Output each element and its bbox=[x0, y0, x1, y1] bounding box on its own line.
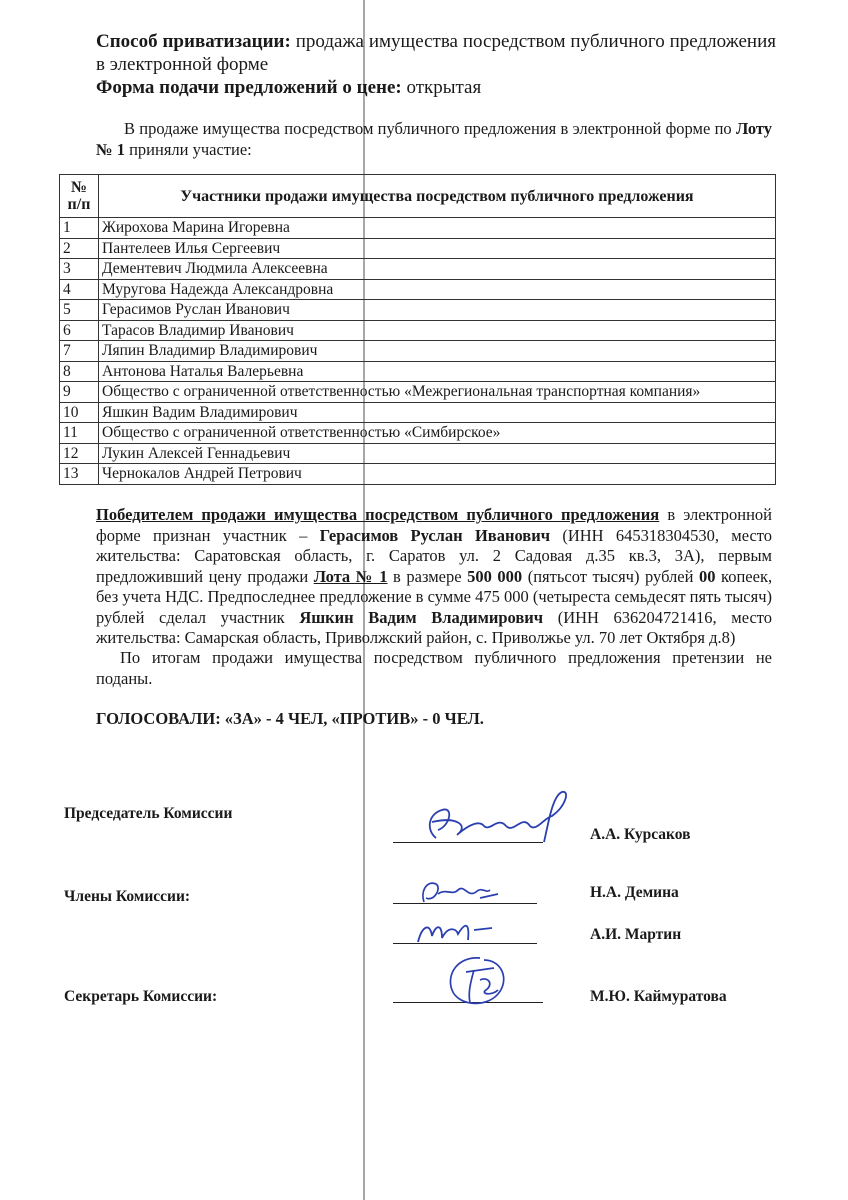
winner-paragraph bbox=[96, 505, 772, 649]
table-row bbox=[60, 423, 776, 444]
participant-name: Муругова Надежда Александровна bbox=[99, 279, 776, 300]
secretary-signature bbox=[440, 950, 520, 1014]
table-row bbox=[60, 238, 776, 259]
member1-signature bbox=[418, 874, 508, 908]
winner-t2: (ИНН 645318304530, место жительства: Саратовская область, г. Саратов ул. 2 Садовая д.35 кв.3, 3А), первым предложивший цену продажи bbox=[96, 525, 773, 586]
row-number: 1 bbox=[60, 218, 99, 239]
form-value: открытая bbox=[406, 77, 482, 98]
table-row bbox=[60, 402, 776, 423]
table-row bbox=[60, 443, 776, 464]
claims-paragraph: По итогам продажи имущества посредством публичного предложения претензии не поданы. bbox=[96, 648, 772, 688]
row-number: 6 bbox=[60, 320, 99, 341]
winner-t3: в размере bbox=[393, 566, 462, 586]
table-row bbox=[60, 300, 776, 321]
col-num-header: № п/п bbox=[60, 175, 99, 218]
row-number: 8 bbox=[60, 361, 99, 382]
row-number: 10 bbox=[60, 402, 99, 423]
intro-lot: Лоту № 1 bbox=[96, 119, 772, 159]
table-row bbox=[60, 382, 776, 403]
members-label: Члены Комиссии: bbox=[64, 888, 191, 905]
row-number: 2 bbox=[60, 238, 99, 259]
table-row bbox=[60, 464, 776, 485]
intro-text-a: В продаже имущества посредством публичного предложения в электронной форме по bbox=[124, 119, 732, 138]
chair-signature bbox=[398, 786, 578, 848]
row-number: 3 bbox=[60, 259, 99, 280]
winner-kop: 00 bbox=[699, 566, 716, 586]
participant-name: Чернокалов Андрей Петрович bbox=[99, 464, 776, 485]
col-participants-header: Участники продажи имущества посредством публичного предложения bbox=[99, 175, 776, 218]
row-number: 12 bbox=[60, 443, 99, 464]
table-row bbox=[60, 218, 776, 239]
vote-result: ГОЛОСОВАЛИ: «ЗА» - 4 ЧЕЛ, «ПРОТИВ» - 0 ЧЕЛ. bbox=[96, 709, 484, 728]
privatization-method bbox=[96, 30, 776, 76]
participant-name: Жирохова Марина Игоревна bbox=[99, 218, 776, 239]
participant-name: Пантелеев Илья Сергеевич bbox=[99, 238, 776, 259]
table-row bbox=[60, 320, 776, 341]
row-number: 7 bbox=[60, 341, 99, 362]
chair-name: А.А. Курсаков bbox=[590, 826, 691, 843]
participant-name: Лукин Алексей Геннадьевич bbox=[99, 443, 776, 464]
row-number: 4 bbox=[60, 279, 99, 300]
participant-name: Тарасов Владимир Иванович bbox=[99, 320, 776, 341]
participant-name: Яшкин Вадим Владимирович bbox=[99, 402, 776, 423]
secretary-name: М.Ю. Каймуратова bbox=[590, 988, 727, 1005]
winner-price: 500 000 bbox=[467, 566, 523, 586]
secretary-label: Секретарь Комиссии: bbox=[64, 988, 218, 1005]
winner-t4: (пятьсот тысяч) рублей bbox=[527, 566, 694, 586]
member1-name: Н.А. Демина bbox=[590, 884, 679, 901]
participant-name: Общество с ограниченной ответственностью «Симбирское» bbox=[99, 423, 776, 444]
participants-table bbox=[59, 174, 776, 485]
winner-name: Герасимов Руслан Иванович bbox=[319, 525, 551, 545]
form-label: Форма подачи предложений о цене: bbox=[96, 77, 402, 98]
winner-lead: Победителем продажи имущества посредством публичного предложения bbox=[96, 505, 660, 524]
table-row bbox=[60, 279, 776, 300]
participant-name: Антонова Наталья Валерьевна bbox=[99, 361, 776, 382]
row-number: 9 bbox=[60, 382, 99, 403]
table-header-row bbox=[60, 175, 776, 218]
winner-t5: копеек, без учета НДС. Предпоследнее предложение в сумме 475 000 (четыреста семьдесят пять тысяч) рублей сделал участник bbox=[96, 566, 773, 627]
second-name: Яшкин Вадим Владимирович bbox=[299, 607, 544, 627]
participant-name: Общество с ограниченной ответственностью «Межрегиональная транспортная компания» bbox=[99, 382, 776, 403]
intro-text-b: приняли участие: bbox=[129, 140, 252, 159]
table-row bbox=[60, 341, 776, 362]
participant-name: Дементевич Людмила Алексеевна bbox=[99, 259, 776, 280]
winner-lot: Лота № 1 bbox=[313, 566, 388, 586]
member2-name: А.И. Мартин bbox=[590, 926, 682, 943]
intro-paragraph bbox=[96, 118, 772, 160]
participant-name: Ляпин Владимир Владимирович bbox=[99, 341, 776, 362]
winner-t1: в электронной форме признан участник – bbox=[96, 505, 773, 545]
participant-name: Герасимов Руслан Иванович bbox=[99, 300, 776, 321]
chair-label: Председатель Комиссии bbox=[64, 805, 233, 822]
row-number: 5 bbox=[60, 300, 99, 321]
winner-t6: (ИНН 636204721416, место жительства: Самарская область, Приволжский район, с. Приволжье ул. 70 лет Октября д.8) bbox=[96, 607, 773, 647]
method-value: продажа имущества посредством публичного предложения в электронной форме bbox=[96, 31, 777, 75]
row-number: 13 bbox=[60, 464, 99, 485]
bid-form bbox=[96, 76, 776, 99]
member2-signature bbox=[412, 912, 502, 946]
table-row bbox=[60, 259, 776, 280]
table-row bbox=[60, 361, 776, 382]
method-label: Способ приватизации: bbox=[96, 31, 291, 52]
row-number: 11 bbox=[60, 423, 99, 444]
